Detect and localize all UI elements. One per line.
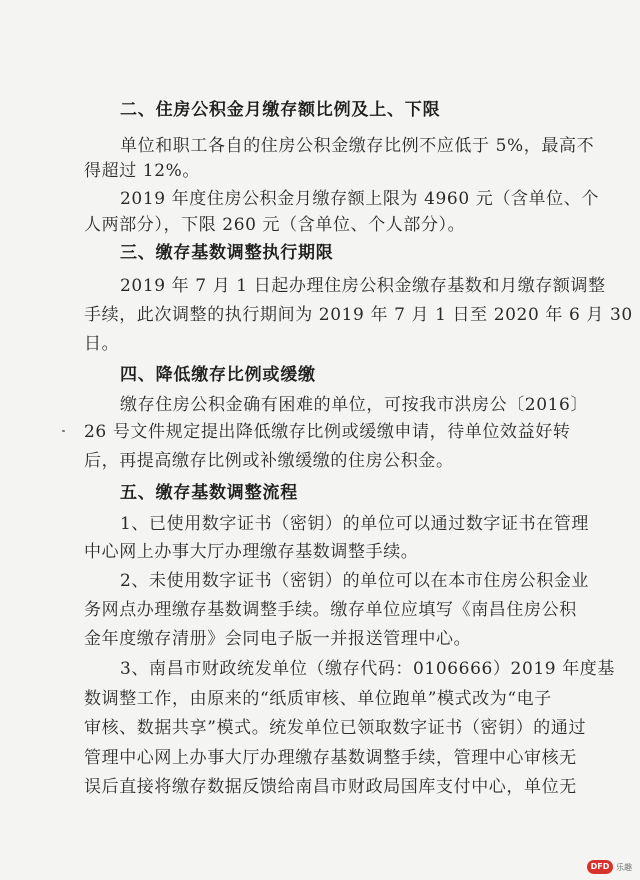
- paragraph-line: 得超过 12%。: [84, 161, 200, 181]
- paragraph-line: 金年度缴存清册》会同电子版一并报送管理中心。: [84, 629, 472, 649]
- watermark-logo: DFD: [587, 860, 613, 874]
- paragraph-line: 误后直接将缴存数据反馈给南昌市财政局国库支付中心，单位无: [84, 777, 577, 797]
- watermark: [587, 860, 632, 874]
- paragraph-line: 2019 年度住房公积金月缴存额上限为 4960 元（含单位、个: [120, 189, 599, 209]
- paragraph-line: 数调整工作，由原来的“纸质审核、单位跑单”模式改为“电子: [84, 689, 552, 709]
- paragraph-line: 务网点办理缴存基数调整手续。缴存单位应填写《南昌住房公积: [84, 600, 577, 620]
- section-heading-3: 三、缴存基数调整执行期限: [120, 243, 334, 263]
- paragraph-line: 审核、数据共享”模式。统发单位已领取数字证书（密钥）的通过: [84, 718, 587, 738]
- paragraph-line: 2019 年 7 月 1 日起办理住房公积金缴存基数和月缴存额调整: [120, 276, 606, 296]
- watermark-site-name: 乐趣: [616, 862, 632, 872]
- scan-speck: [62, 430, 65, 432]
- paragraph-line: 单位和职工各自的住房公积金缴存比例不应低于 5%，最高不: [120, 136, 595, 156]
- paragraph-line: 2、未使用数字证书（密钥）的单位可以在本市住房公积金业: [120, 571, 590, 591]
- paragraph-line: 人两部分），下限 260 元（含单位、个人部分）。: [84, 215, 466, 235]
- section-heading-5: 五、缴存基数调整流程: [120, 483, 298, 503]
- paragraph-line: 中心网上办事大厅办理缴存基数调整手续。: [84, 542, 419, 562]
- paragraph-line: 手续，此次调整的执行期间为 2019 年 7 月 1 日至 2020 年 6 月 30: [84, 305, 633, 325]
- paragraph-line: 26 号文件规定提出降低缴存比例或缓缴申请，待单位效益好转: [84, 422, 571, 442]
- paragraph-line: 日。: [84, 334, 120, 354]
- paragraph-line: 后，再提高缴存比例或补缴缓缴的住房公积金。: [84, 451, 454, 471]
- paragraph-line: 3、南昌市财政统发单位（缴存代码：0106666）2019 年度基: [120, 659, 615, 679]
- section-heading-4: 四、降低缴存比例或缓缴: [120, 365, 316, 385]
- paragraph-line: 缴存住房公积金确有困难的单位，可按我市洪房公〔2016〕: [120, 395, 589, 415]
- paragraph-line: 管理中心网上办事大厅办理缴存基数调整手续，管理中心审核无: [84, 748, 577, 768]
- paragraph-line: 1、已使用数字证书（密钥）的单位可以通过数字证书在管理: [120, 514, 590, 534]
- section-heading-2: 二、住房公积金月缴存额比例及上、下限: [120, 100, 441, 120]
